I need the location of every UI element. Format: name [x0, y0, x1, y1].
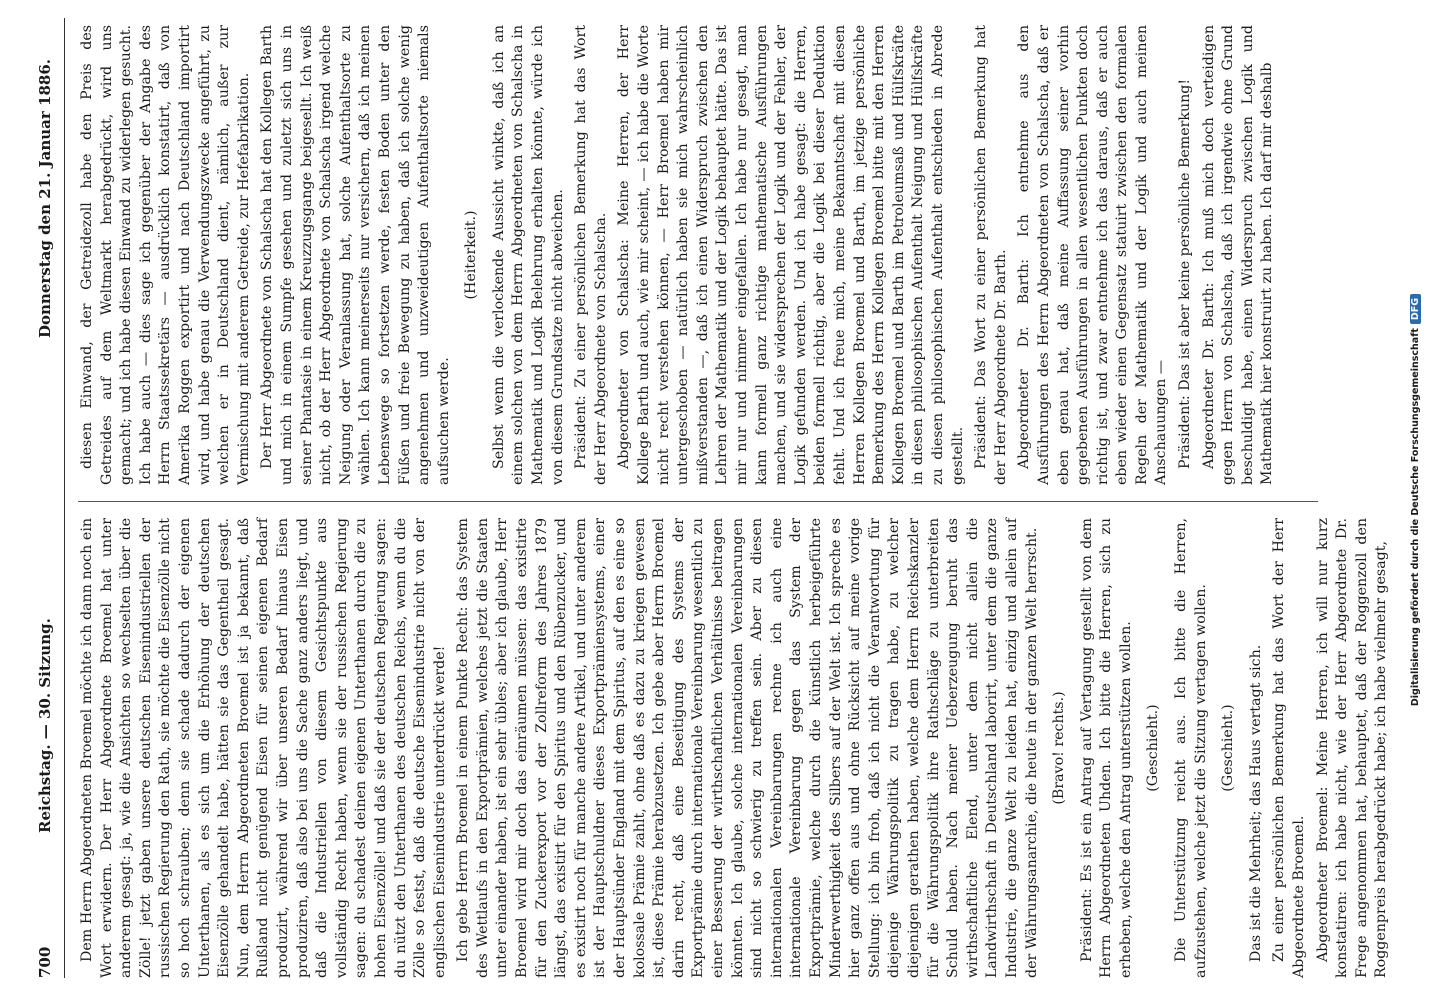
paragraph: Präsident: Es ist ein Antrag auf Vertagung gestellt von dem Herrn Abgeordneten Uhden. Ich bitte die Herren, sich zu erheben, welche den Antrag unterstützen wollen. — [1078, 518, 1134, 978]
paragraph: Der Herr Abgeordnete von Schalscha hat den Kollegen Barth und mich in einem Sumpfe gesehen und zuletzt sich uns in seiner Phantasie in einem Kreuzzugsgange beigesellt. Ich weiß nicht, ob der Herr Abgeordnete von Schalscha irgend welche Neigung oder Veranlassung hat, solche Aufenthaltsorte zu wählen. Ich kann meinerseits nur versichern, daß ich meinen Lebenswege so fortsetzen werde, festen Boden unter den Füßen und freie Bewegung zu haben, daß ich solche wenig angenehmen und unzweideutigen Aufenthaltsorte niemals aufsuchen werde. — [259, 25, 452, 485]
paragraph: Präsident: Das ist aber keine persönliche Bemerkung! — [1177, 78, 1194, 469]
paragraph: Präsident: Zu einer persönlichen Bemerkung hat das Wort der Herr Abgeordnete von Schalscha. — [573, 25, 609, 485]
paragraph: Das ist die Mehrheit; das Haus vertagt sich. — [1247, 644, 1264, 962]
page-header — [32, 18, 60, 978]
paragraph: Selbst wenn die verlockende Aussicht winkte, daß ich an einem solchen von dem Herrn Abgeordneten von Schalscha in Mathematik und Logik Belehrung erhalten könnte, würde ich von diesem Grundsatze nicht abweichen. — [490, 25, 566, 485]
session-date: Donnerstag den 21. Januar 1886. — [36, 59, 54, 338]
paragraph: Abgeordneter Dr. Barth: Ich entnehme aus den Ausführungen des Herrn Abgeordneten von Schalscha, daß er eben genau hat, daß meine Auffassung seiner vorhin gegebenen Ausführungen in allen wesentlichen Punkten doch richtig ist, und zwar entnehme ich das daraus, daß er auch eben wieder einen Gegensatz statuirt zwischen den formalen Regeln der Mathematik und der Logik und auch meinen Anschauungen — — [1016, 25, 1170, 485]
right-column — [78, 25, 1318, 485]
procedure-note: (Geschieht.) — [1220, 704, 1237, 792]
paragraph: Abgeordneter Broemel: Meine Herren, ich will nur kurz konstatiren: ich habe nicht, wie der Herr Abgeordnete Dr. Frege angenommen hat, behauptet, daß der Roggenzoll den Roggenpreis herabgedrückt habe; ich habe vielmehr gesagt, — [1314, 518, 1390, 978]
paragraph: Abgeordneter Dr. Barth: Ich muß mich doch verteidigen gegen Herrn von Schalscha, daß ich irgendwie ohne Grund beschuldigt habe, einen Widerspruch zwischen Logik und Mathematik hier konstruirt zu haben. Ich darf mir deshalb — [1200, 25, 1276, 485]
paragraph: Ich gebe Herrn Broemel in einem Punkte Recht: das System des Wettlaufs in den Exportprämien, welches jetzt die Staaten unter einander haben, ist ein sehr übles; aber ich glaube, Herr Broemel wird mir doch das einräumen müssen: das existirte für den Zuckerexport vor der Zollreform des Jahres 1879 längst, das existirt für den Spiritus und den Rübenzucker, und es existirt noch für manche andere Artikel, und unter anderem ist der Hauptschuldner dieses Exportprämiensystems, einer der Hauptsünder England mit dem Spiritus, auf den es eine so kolossale Prämie zahlt, ohne daß es dazu zu kriegen gewesen ist, diese Prämie herabzusetzen. Ich gebe aber Herrn Broemel darin recht, daß eine Beseitigung des Systems der Exportprämie durch internationale Vereinbarung wesentlich zu einer Besserung der wirthschaftlichen Verhältnisse beitragen könnten. Ich glaube, solche internationalen Vereinbarungen sind nicht so schwierig zu treffen sein. Aber zu diesen internationalen Vereinbarungen rechne ich auch eine internationale Vereinbarung gegen das System der Exportprämie, welche durch die künstlich herbeigeführte Minderwerthigkeit des Silbers auf der Welt ist. Ich spreche es hier ganz offen aus und ohne Rücksicht auf meine vorige Stellung: ich bin froh, daß ich nicht die Verantwortung für diejenige Währungspolitik zu tragen habe, zu welcher diejenigen gerathen haben, welche dem Herrn Reichskanzler für die Währungspolitik ihre Rathschläge zu unterbreiten Schuld haben. Nach meiner Ueberzeugung beruht das wirthschaftliche Elend, unter dem nicht allein die Landwirthschaft in Deutschland laborirt, unter dem die ganze Industrie, die ganze Welt zu leiden hat, einzig und allein auf der Währungsanarchie, die heute in der ganzen Welt herrscht. — [455, 518, 1040, 978]
page-number: 700 — [36, 946, 54, 978]
paragraph: Die Unterstützung reicht aus. Ich bitte die Herren, aufzustehen, welche jetzt die Sitzung vertagen wollen. — [1173, 518, 1209, 978]
column-divider — [78, 501, 1318, 502]
procedure-note: (Geschieht.) — [1145, 704, 1162, 792]
paragraph: Zu einer persönlichen Bemerkung hat das Wort der Herr Abgeordnete Broemel. — [1271, 518, 1308, 978]
paragraph: Dem Herrn Abgeordneten Broemel möchte ich dann noch ein Wort erwidern. Der Herr Abgeordnete Broemel hat unter anderem gesagt: ja, wie die Ansichten so wechselten über die Zölle! jetzt gaben unsere deutschen Eisenindustriellen der russischen Regierung den Rath, sie möchte die Eisenzölle nicht so hoch schrauben; denn sie schade dadurch der eigenen Unterthanen, als es sich um die Erhöhung der deutschen Eisenzölle gehandelt habe, hätten sie das Gegentheil gesagt. Nun, dem Herrn Abgeordneten Broemel ist ja bekannt, daß Rußland nicht genügend Eisen für seinen eigenen Bedarf produzirt, während wir über unseren Bedarf hinaus Eisen produziren, daß also bei uns die Sache ganz anders liegt, und daß die Industriellen von diesem Gesichtspunkte aus vollständig Recht haben, wenn sie der russischen Regierung sagen: du schadest deinen eigenen Unterthanen durch die zu hohen Eisenzölle! und daß sie der deutschen Regierung sagen: du nützt den Unterthanen des deutschen Reichs, wenn du die Zölle so festst, daß die deutsche Eisenindustrie nicht von der englischen Eisenindustrie unterdrückt werde! — [79, 518, 448, 978]
paragraph: diesen Einwand, der Getreidezoll habe den Preis des Getreides auf dem Weltmarkt herabgedrückt, wird uns gemacht; und ich habe diesen Einwand zu widerlegen gesucht. Ich habe auch — dies sage ich gegenüber der Angabe des Herrn Staatssekretärs — ausdrücklich konstatirt, daß von Amerika Roggen exportirt und nach Deutschland importirt wird, und habe genau die Verwendungszwecke angeführt, zu welchen er in Deutschland dient, nämlich, außer zur Vermischung mit anderem Getreide, zur Hefefabrikation. — [79, 25, 252, 485]
header-rule — [64, 18, 65, 978]
dfg-logo: DFG — [1410, 294, 1421, 324]
digitization-credit — [1410, 0, 1421, 1000]
laughter-note: (Heiterkeit.) — [463, 210, 480, 300]
left-column — [78, 518, 1390, 978]
paragraph: Abgeordneter von Schalscha: Meine Herren, der Herr Kollege Barth und auch, wie mir scheint, — ich habe die Worte nicht recht verstehen können, — Herr Broemel haben mir untergeschoben — natürlich haben sie mich wahrscheinlich mißverstanden —, daß ich einen Widerspruch zwischen den Lehren der Mathematik und der Logik behauptet hätte. Das ist mir nur und nimmer eingefallen. Ich habe nur gesagt, man kann formell ganz richtige mathematische Ausführungen machen, und sie widersprechen der Logik und der Fehler, der Logik gefunden werden. Und ich habe gesagt: die Herren, beiden formell richtig, aber die Logik bei dieser Deduktion fehlt. Und ich freue mich, meine Bekanntschaft mit diesen Herren Kollegen Broemel und Barth, im jetzige persönliche Bemerkung des Herrn Kollegen Broemel bitte mit den Herren Kollegen Broemel und Barth im Petroleumsaß und Hülfskräfte in diesen philosophischen Aufenthalt Neigung und Hülfskräfte zu diesen philosophischen Aufenthalt entschieden in Abrede gestellt. — [616, 25, 966, 485]
credit-text: Digitalisierung gefördert durch die Deutsche Forschungsgemeinschaft — [1410, 328, 1421, 707]
paragraph: Präsident: Das Wort zu einer persönlichen Bemerkung hat der Herr Abgeordnete Dr. Barth. — [973, 25, 1009, 485]
applause-note: (Bravo! rechts.) — [1051, 691, 1068, 805]
session-title: Reichstag. — 30. Sitzung. — [36, 618, 54, 833]
